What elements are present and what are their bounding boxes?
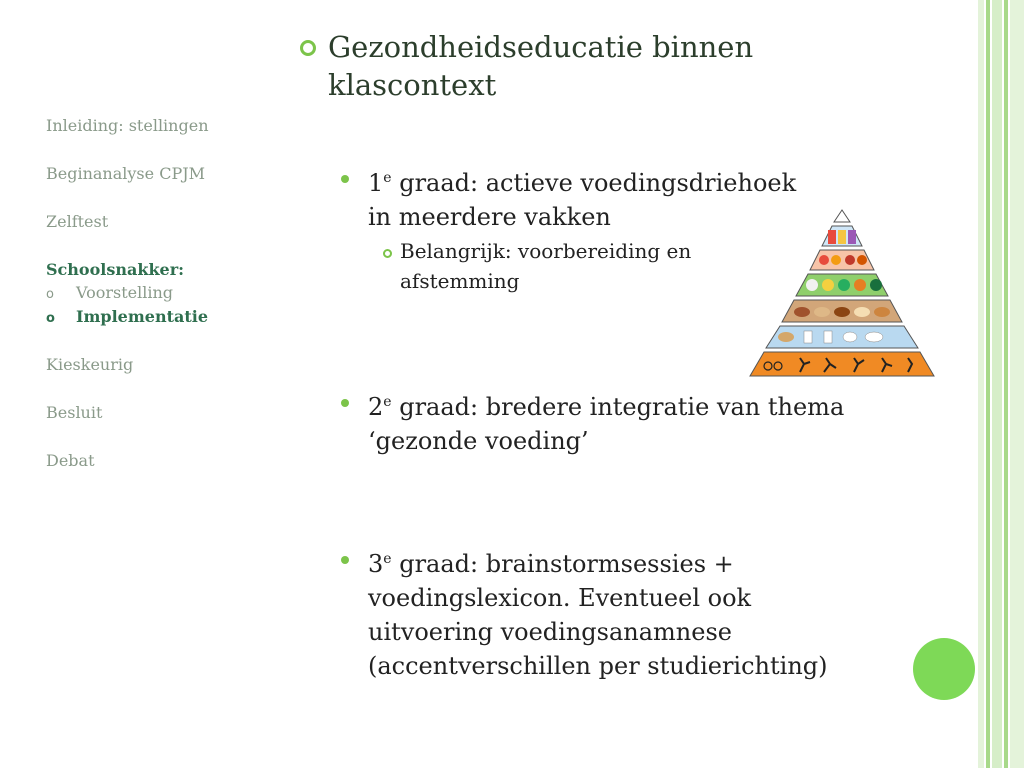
bullet-1 (368, 161, 796, 234)
bullet-number: 1 (368, 169, 384, 197)
sidebar-item-zelftest[interactable]: Zelftest (46, 212, 109, 231)
bullet-dot-icon (341, 175, 349, 183)
sub-bullet-icon (383, 249, 392, 258)
bullet-dot-icon (341, 556, 349, 564)
bullet-text: uitvoering voedingsanamnese (368, 618, 732, 646)
bullet-number: 3 (368, 550, 384, 578)
bullet-text: voedingslexicon. Eventueel ook (368, 584, 752, 612)
sidebar-item-debat[interactable]: Debat (46, 451, 95, 470)
bullet-number: 2 (368, 393, 384, 421)
sidebar-item-schoolsnakker[interactable]: Schoolsnakker: (46, 260, 185, 279)
decorative-circle (913, 638, 975, 700)
bullet-text: graad: actieve voedingsdriehoek (391, 169, 797, 197)
sidebar-subitem-label: Voorstelling (76, 283, 174, 302)
circle-bullet-icon: o (46, 287, 54, 302)
bullet-text: graad: bredere integratie van thema (391, 393, 845, 421)
decorative-stripes (978, 0, 1024, 768)
sidebar-subitem-voorstelling[interactable] (46, 283, 173, 302)
sidebar-subitem-label: Implementatie (76, 307, 209, 326)
bullet-3 (368, 542, 828, 683)
circle-bullet-icon: o (46, 311, 55, 326)
sidebar-item-kieskeurig[interactable]: Kieskeurig (46, 355, 134, 374)
food-pyramid-image (738, 208, 956, 380)
sidebar-item-beginanalyse[interactable]: Beginanalyse CPJM (46, 164, 205, 183)
sidebar-item-besluit[interactable]: Besluit (46, 403, 103, 422)
bullet-text: ‘gezonde voeding’ (368, 427, 589, 455)
bullet-text: graad: brainstormsessies + (391, 550, 734, 578)
sidebar-subitem-implementatie[interactable] (46, 307, 208, 326)
title-bullet-icon (300, 40, 316, 56)
bullet-superscript: e (383, 394, 392, 410)
sidebar-item-inleiding[interactable]: Inleiding: stellingen (46, 116, 209, 135)
bullet-superscript: e (383, 551, 392, 567)
bullet-superscript: e (383, 170, 392, 186)
sub-bullet-line: afstemming (400, 269, 520, 293)
bullet-text: in meerdere vakken (368, 203, 611, 231)
sub-bullet-text (400, 236, 691, 296)
slide-title: Gezondheidseducatie binnen klascontext (328, 30, 754, 102)
sub-bullet-line: Belangrijk: voorbereiding en (400, 239, 692, 263)
bullet-dot-icon (341, 399, 349, 407)
bullet-text: (accentverschillen per studierichting) (368, 652, 828, 680)
bullet-2 (368, 385, 844, 458)
